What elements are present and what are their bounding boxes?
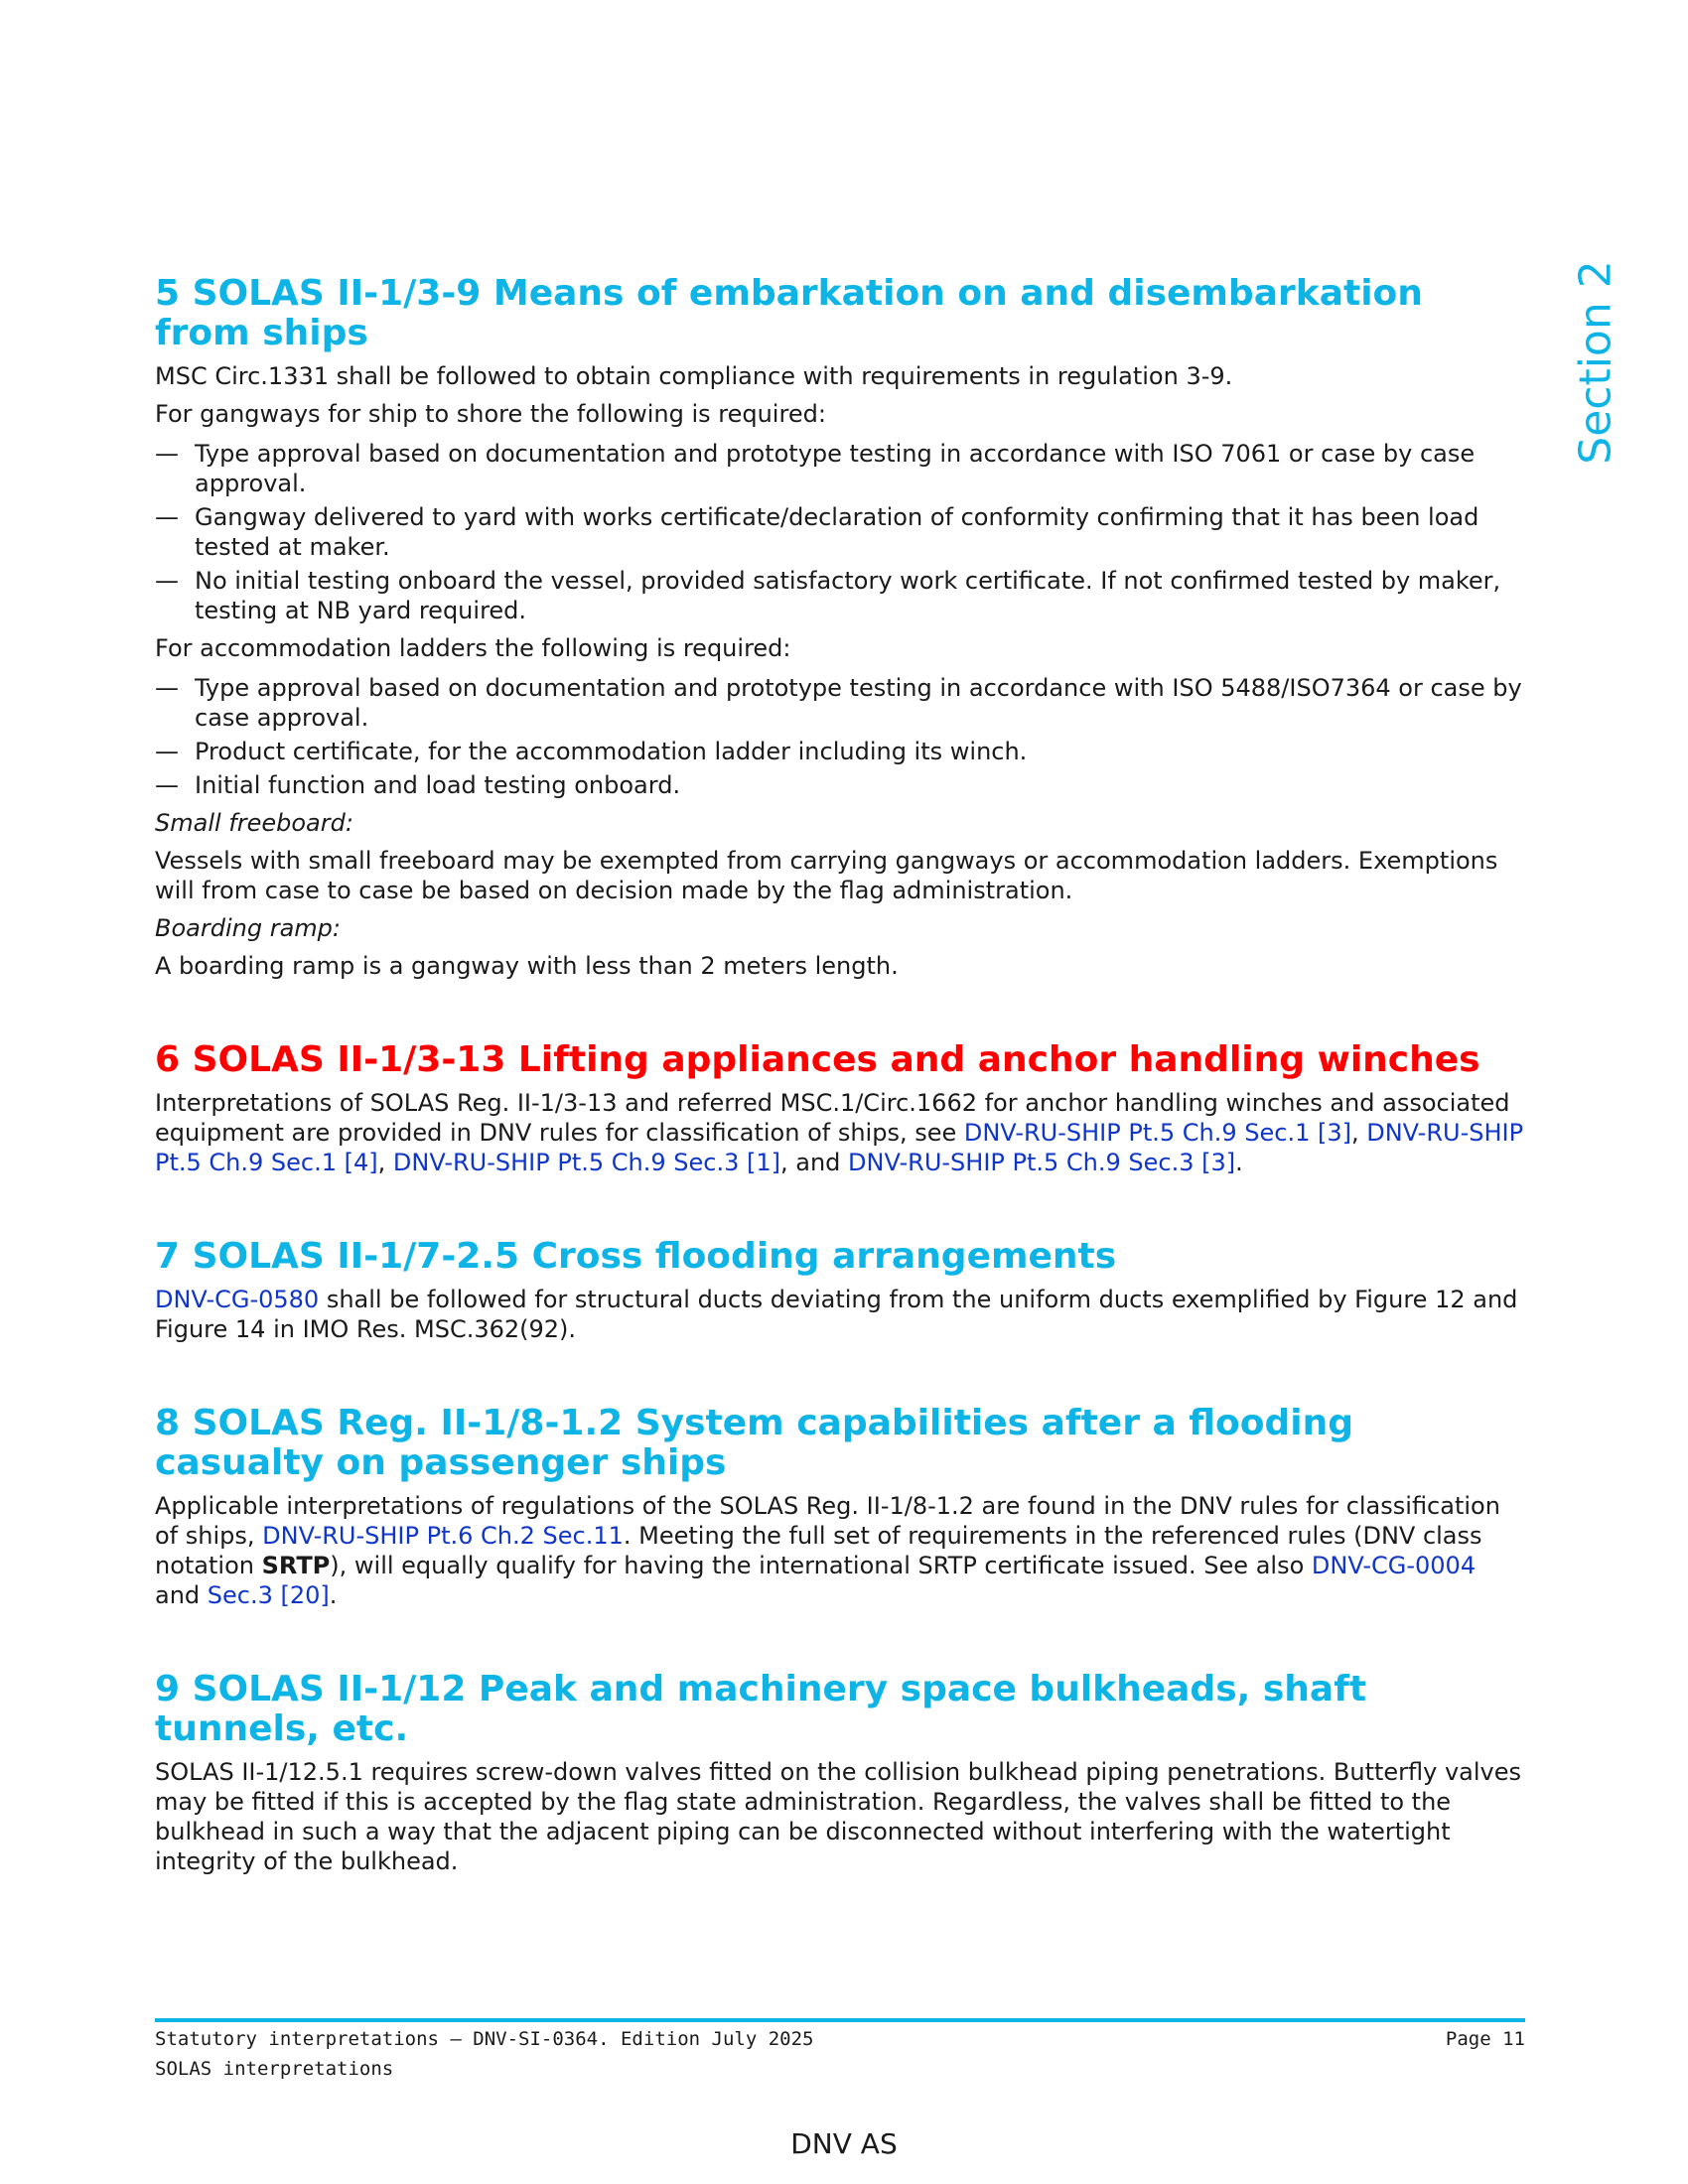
separator: , — [377, 1149, 393, 1176]
section-5 — [155, 274, 1525, 981]
section-6-heading: 6 SOLAS II-1/3-13 Lifting appliances and anchor handling winches — [155, 1039, 1480, 1080]
ladder-requirements-list — [155, 673, 1525, 800]
rule-link-pt5-ch9-sec3-1[interactable]: DNV-RU-SHIP Pt.5 Ch.9 Sec.3 [1] — [392, 1149, 780, 1176]
separator: , and — [779, 1149, 849, 1176]
small-freeboard-label: Small freeboard: — [155, 809, 353, 837]
list-item: — Gangway delivered to yard with works certificate/declaration of conformity confirming that it has been load tested at maker. — [155, 502, 1525, 562]
section-5-heading: 5 SOLAS II-1/3-9 Means of embarkation on and disembarkation from ships — [155, 273, 1423, 353]
srtp-notation: SRTP — [261, 1552, 331, 1579]
period: . — [1235, 1149, 1243, 1176]
section-9-heading: 9 SOLAS II-1/12 Peak and machinery space bulkheads, shaft tunnels, etc. — [155, 1669, 1367, 1749]
s6-paragraph — [155, 1088, 1525, 1177]
section-8-heading: 8 SOLAS Reg. II-1/8-1.2 System capabilities after a flooding casualty on passenger ships — [155, 1403, 1353, 1483]
boarding-ramp-label: Boarding ramp: — [155, 914, 341, 942]
s5-paragraph-3: For accommodation ladders the following is required: — [155, 634, 791, 662]
section-9 — [155, 1670, 1525, 1876]
rule-link-pt5-ch9-sec1-3[interactable]: DNV-RU-SHIP Pt.5 Ch.9 Sec.1 [3] — [963, 1119, 1351, 1147]
section-tab — [1566, 253, 1625, 472]
list-item: — No initial testing onboard the vessel, provided satisfactory work certificate. If not confirmed tested by maker, testing at NB yard required. — [155, 566, 1525, 625]
footer-company: DNV AS — [790, 2127, 898, 2160]
s8-text-d: and — [155, 1581, 208, 1609]
small-freeboard-text: Vessels with small freeboard may be exempted from carrying gangways or accommodation ladders. Exemptions will from case to case be based on decision made by the flag administration. — [155, 847, 1498, 904]
rule-link-pt6-ch2-sec11[interactable]: DNV-RU-SHIP Pt.6 Ch.2 Sec.11 — [262, 1522, 624, 1550]
footer-document-title: Statutory interpretations — DNV-SI-0364. Edition July 2025 — [155, 2028, 814, 2050]
section-8 — [155, 1404, 1525, 1610]
s6-text: Interpretations of SOLAS Reg. II-1/3-13 and referred MSC.1/Circ.1662 for anchor handling winches and associated equipment are provided in DNV rules for classification of ships, see — [155, 1089, 1510, 1147]
gangway-requirements-list — [155, 439, 1525, 625]
footer-divider — [155, 2018, 1525, 2022]
s8-text-a: Applicable interpretations of regulations of the SOLAS Reg. II-1/8-1.2 are found in the DNV rules for classification of ships, — [155, 1492, 1500, 1550]
list-item: — Type approval based on documentation and prototype testing in accordance with ISO 7061 or case by case approval. — [155, 439, 1525, 498]
list-item: — Initial function and load testing onboard. — [155, 770, 1525, 800]
section-tab-label: Section 2 — [1570, 260, 1621, 465]
boarding-ramp-text: A boarding ramp is a gangway with less than 2 meters length. — [155, 952, 899, 980]
section-7-heading: 7 SOLAS II-1/7-2.5 Cross flooding arrangements — [155, 1236, 1117, 1277]
separator: , — [1350, 1119, 1367, 1147]
footer-page-number: Page 11 — [1445, 2028, 1525, 2050]
footer-chapter-title: SOLAS interpretations — [155, 2058, 394, 2080]
period: . — [329, 1581, 338, 1609]
sec3-20-link[interactable]: Sec.3 [20] — [207, 1581, 330, 1609]
section-6 — [155, 1040, 1525, 1177]
page-content — [155, 274, 1525, 1876]
s8-text-b: . Meeting the full set of requirements in the referenced rules (DNV class notation — [155, 1522, 1482, 1579]
s8-text-c: ), will equally qualify for having the international SRTP certificate issued. See also — [330, 1552, 1312, 1579]
s5-paragraph-1: MSC Circ.1331 shall be followed to obtain compliance with requirements in regulation 3-9. — [155, 362, 1233, 390]
s7-text: shall be followed for structural ducts deviating from the uniform ducts exemplified by Figure 12 and Figure 14 in IMO Res. MSC.362(92). — [155, 1286, 1518, 1343]
section-7 — [155, 1237, 1525, 1344]
s9-paragraph: SOLAS II-1/12.5.1 requires screw-down valves fitted on the collision bulkhead piping penetrations. Butterfly valves may be fitted if this is accepted by the flag state administration. Regardless, the valves shall be fitted to the bulkhead in such a way that the adjacent piping can be disconnected without interfering with the watertight integrity of the bulkhead. — [155, 1758, 1522, 1875]
list-item: — Type approval based on documentation and prototype testing in accordance with ISO 5488/ISO7364 or case by case approval. — [155, 673, 1525, 733]
s7-paragraph — [155, 1285, 1525, 1344]
list-item: — Product certificate, for the accommodation ladder including its winch. — [155, 737, 1525, 766]
rule-link-pt5-ch9-sec3-3[interactable]: DNV-RU-SHIP Pt.5 Ch.9 Sec.3 [3] — [848, 1149, 1236, 1176]
rule-link-pt5-ch9-sec1-4[interactable]: DNV-RU-SHIP Pt.5 Ch.9 Sec.1 [4] — [155, 1119, 1524, 1176]
cg-0580-link[interactable]: DNV-CG-0580 — [155, 1286, 320, 1313]
cg-0004-link[interactable]: DNV-CG-0004 — [1311, 1552, 1477, 1579]
s8-paragraph — [155, 1491, 1525, 1610]
s5-paragraph-2: For gangways for ship to shore the following is required: — [155, 400, 826, 428]
